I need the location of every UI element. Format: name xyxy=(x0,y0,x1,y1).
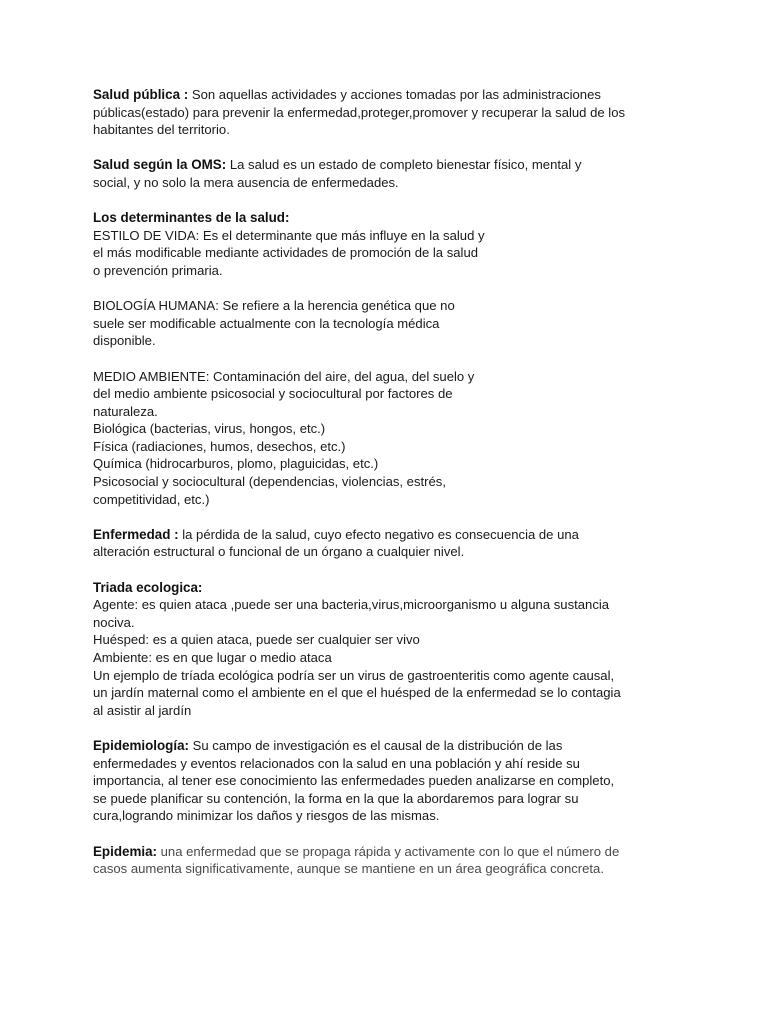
definition-text: Son aquellas actividades y acciones tomadas por las administraciones xyxy=(188,87,601,102)
paragraph-line xyxy=(93,737,683,755)
paragraph-line: BIOLOGÍA HUMANA: Se refiere a la herencia genética que no xyxy=(93,298,455,314)
term-epidemiologia: Epidemiología: xyxy=(93,737,189,753)
section-determinantes-medio xyxy=(93,368,683,509)
paragraph-line: MEDIO AMBIENTE: Contaminación del aire, del agua, del suelo y xyxy=(93,368,475,384)
section-salud-publica xyxy=(93,86,683,139)
section-epidemia xyxy=(93,843,683,878)
paragraph-line: Un ejemplo de tríada ecológica podría ser un virus de gastroenteritis como agente causal, xyxy=(93,667,615,683)
paragraph-line: o prevención primaria. xyxy=(93,262,223,278)
definition-text: Su campo de investigación es el causal de la distribución de las xyxy=(188,737,563,753)
section-determinantes-biologia xyxy=(93,297,683,350)
paragraph-line: Ambiente: es en que lugar o medio ataca xyxy=(93,650,332,665)
paragraph-line: Agente: es quien ataca ,puede ser una bacteria,virus,microorganismo u alguna sustancia xyxy=(93,597,610,613)
paragraph-line: habitantes del territorio. xyxy=(93,122,230,138)
paragraph-line: ESTILO DE VIDA: Es el determinante que más influye en la salud y xyxy=(93,227,485,243)
term-salud-oms: Salud según la OMS: xyxy=(93,157,227,173)
paragraph-line: del medio ambiente psicosocial y sociocultural por factores de xyxy=(93,386,453,402)
paragraph-line: Biológica (bacterias, virus, hongos, etc.) xyxy=(93,421,326,437)
section-triada xyxy=(93,579,683,720)
paragraph-line xyxy=(93,86,683,104)
paragraph-line: enfermedades y eventos relacionados con la salud en una población y ahí reside su xyxy=(93,755,580,771)
paragraph-line: alteración estructural o funcional de un órgano a cualquier nivel. xyxy=(93,544,465,560)
paragraph-line: disponible. xyxy=(93,333,156,349)
section-epidemiologia xyxy=(93,737,683,825)
paragraph-line: Psicosocial y sociocultural (dependencias, violencias, estrés, xyxy=(93,474,446,490)
paragraph-line: cura,logrando minimizar los daños y riesgos de las mismas. xyxy=(93,808,440,824)
document-page xyxy=(93,86,683,895)
definition-text: La salud es un estado de completo bienestar físico, mental y xyxy=(226,157,582,173)
heading-triada: Triada ecologica: xyxy=(93,579,203,595)
paragraph-line: Física (radiaciones, humos, desechos, etc.) xyxy=(93,438,346,454)
paragraph-line: competitividad, etc.) xyxy=(93,491,210,507)
term-enfermedad: Enfermedad : xyxy=(93,526,179,542)
paragraph-line xyxy=(93,843,683,861)
paragraph-line: importancia, al tener ese conocimiento las enfermedades pueden analizarse en completo, xyxy=(93,773,615,789)
paragraph-line: social, y no solo la mera ausencia de enfermedades. xyxy=(93,174,399,190)
section-determinantes-estilo xyxy=(93,209,683,279)
paragraph-line: Química (hidrocarburos, plomo, plaguicidas, etc.) xyxy=(93,456,379,472)
paragraph-line: nociva. xyxy=(93,614,135,630)
heading-determinantes: Los determinantes de la salud: xyxy=(93,210,290,226)
paragraph-line: públicas(estado) para prevenir la enfermedad,proteger,promover y recuperar la salud de los xyxy=(93,104,626,120)
paragraph-line xyxy=(93,526,683,544)
term-salud-publica: Salud pública : xyxy=(93,87,189,102)
section-salud-oms xyxy=(93,156,683,191)
paragraph-line: casos aumenta significativamente, aunque se mantiene en un área geográfica concreta. xyxy=(93,861,604,877)
definition-text: una enfermedad que se propaga rápida y activamente con lo que el número de xyxy=(157,843,620,859)
paragraph-line: suele ser modificable actualmente con la tecnología médica xyxy=(93,315,440,331)
paragraph-line: se puede planificar su contención, la forma en la que la abordaremos para lograr su xyxy=(93,790,579,806)
paragraph-line: al asistir al jardín xyxy=(93,702,192,718)
paragraph-line: naturaleza. xyxy=(93,403,158,419)
section-enfermedad xyxy=(93,526,683,561)
term-epidemia: Epidemia: xyxy=(93,843,157,859)
paragraph-line xyxy=(93,156,683,174)
paragraph-line: Huésped: es a quien ataca, puede ser cualquier ser vivo xyxy=(93,632,420,648)
definition-text: la pérdida de la salud, cuyo efecto negativo es consecuencia de una xyxy=(178,526,579,542)
paragraph-line: el más modificable mediante actividades de promoción de la salud xyxy=(93,245,479,261)
paragraph-line: un jardín maternal como el ambiente en el que el huésped de la enfermedad se lo contagia xyxy=(93,685,621,701)
